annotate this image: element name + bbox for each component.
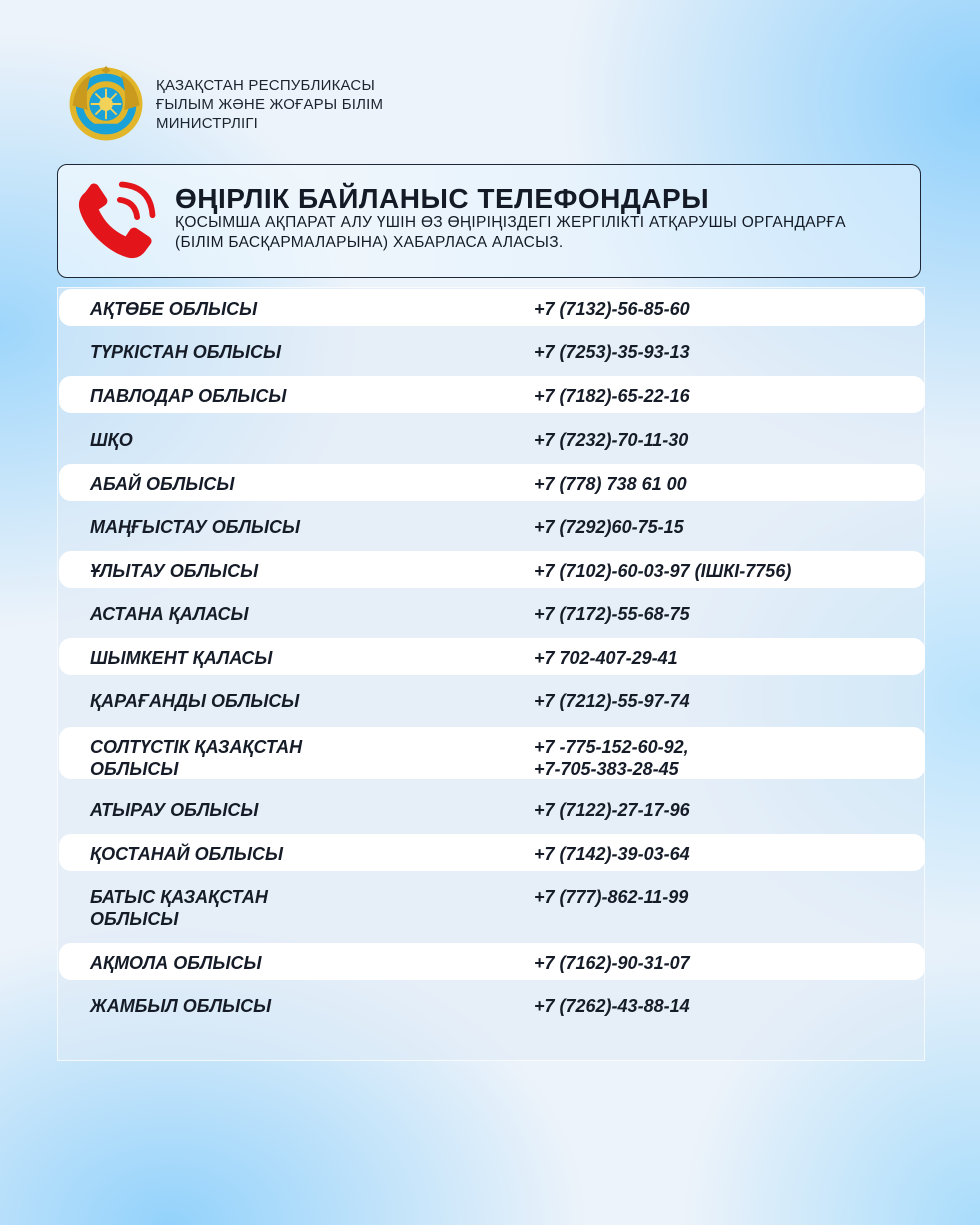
- state-emblem-icon: [68, 66, 144, 142]
- contact-row: [59, 834, 925, 871]
- phone-number[interactable]: +7 (7292)60-75-15: [534, 517, 684, 537]
- phone-number[interactable]: +7 (778) 738 61 00: [534, 474, 687, 494]
- region-name: ҰЛЫТАУ ОБЛЫСЫ: [90, 561, 259, 581]
- contact-row: [59, 332, 925, 369]
- region-name: ШҚО: [90, 430, 133, 450]
- phone-call-icon: [68, 173, 164, 269]
- region-name: АБАЙ ОБЛЫСЫ: [90, 474, 235, 494]
- phone-number[interactable]: +7 (7122)-27-17-96: [534, 800, 690, 820]
- contact-row: [59, 464, 925, 501]
- region-name: ҚАРАҒАНДЫ ОБЛЫСЫ: [90, 691, 300, 711]
- phone-number[interactable]: +7 (7162)-90-31-07: [534, 953, 690, 973]
- phone-number[interactable]: +7 702-407-29-41: [534, 648, 678, 668]
- contact-row: [59, 790, 925, 827]
- ministry-line: МИНИСТРЛІГІ: [156, 114, 259, 132]
- region-name: ЖАМБЫЛ ОБЛЫСЫ: [90, 996, 272, 1016]
- region-name: АҚТӨБЕ ОБЛЫСЫ: [90, 299, 258, 319]
- page-subtitle: [175, 213, 905, 253]
- phone-number[interactable]: +7 (777)-862-11-99: [534, 887, 689, 907]
- subtitle-line: ҚОСЫМША АҚПАРАТ АЛУ ҮШІН ӨЗ ӨҢІРІҢІЗДЕГІ ЖЕРГІЛІКТІ АТҚАРУШЫ ОРГАНДАРҒА: [175, 214, 846, 231]
- region-name: СОЛТҮСТІК ҚАЗАҚСТАН ОБЛЫСЫ: [90, 737, 303, 779]
- phone-number[interactable]: +7 (7182)-65-22-16: [534, 386, 690, 406]
- phone-number[interactable]: +7 (7132)-56-85-60: [534, 299, 690, 319]
- contact-row: [59, 376, 925, 413]
- region-name: АТЫРАУ ОБЛЫСЫ: [90, 800, 259, 820]
- contact-row: [59, 289, 925, 326]
- region-name: МАҢҒЫСТАУ ОБЛЫСЫ: [90, 517, 301, 537]
- contact-row: [59, 594, 925, 631]
- phone-number[interactable]: +7 (7232)-70-11-30: [534, 430, 689, 450]
- contact-row: [59, 986, 925, 1023]
- contact-row: [59, 877, 925, 933]
- contact-row: [59, 638, 925, 675]
- phone-number[interactable]: +7 (7253)-35-93-13: [534, 342, 690, 362]
- contact-row: [59, 943, 925, 980]
- region-name: ҚОСТАНАЙ ОБЛЫСЫ: [90, 844, 283, 864]
- region-name: ШЫМКЕНТ ҚАЛАСЫ: [90, 648, 273, 668]
- phone-number[interactable]: +7 (7262)-43-88-14: [534, 996, 690, 1016]
- title-banner: [57, 164, 921, 278]
- ministry-line: ҒЫЛЫМ ЖӘНЕ ЖОҒАРЫ БІЛІМ: [156, 95, 384, 113]
- header: [68, 66, 383, 142]
- phone-number[interactable]: +7 (7142)-39-03-64: [534, 844, 690, 864]
- region-name: ПАВЛОДАР ОБЛЫСЫ: [90, 386, 287, 406]
- region-name: АСТАНА ҚАЛАСЫ: [90, 604, 249, 624]
- contact-row: [59, 727, 925, 779]
- phone-number[interactable]: +7 -775-152-60-92, +7-705-383-28-45: [534, 737, 689, 779]
- phone-number[interactable]: +7 (7102)-60-03-97 (ІШКІ-7756): [534, 561, 792, 581]
- region-name: АҚМОЛА ОБЛЫСЫ: [90, 953, 262, 973]
- contact-row: [59, 507, 925, 544]
- page-title: ӨҢІРЛІК БАЙЛАНЫС ТЕЛЕФОНДАРЫ: [175, 183, 710, 214]
- contact-row: [59, 420, 925, 457]
- subtitle-line: (БІЛІМ БАСҚАРМАЛАРЫНА) ХАБАРЛАСА АЛАСЫЗ.: [175, 234, 564, 251]
- region-name: БАТЫС ҚАЗАҚСТАН ОБЛЫСЫ: [90, 887, 268, 929]
- ministry-line: ҚАЗАҚСТАН РЕСПУБЛИКАСЫ: [156, 76, 375, 94]
- contact-row: [59, 681, 925, 718]
- ministry-name: [156, 76, 383, 133]
- region-name: ТҮРКІСТАН ОБЛЫСЫ: [90, 342, 282, 362]
- phone-number[interactable]: +7 (7172)-55-68-75: [534, 604, 690, 624]
- contact-row: [59, 551, 925, 588]
- phone-number[interactable]: +7 (7212)-55-97-74: [534, 691, 690, 711]
